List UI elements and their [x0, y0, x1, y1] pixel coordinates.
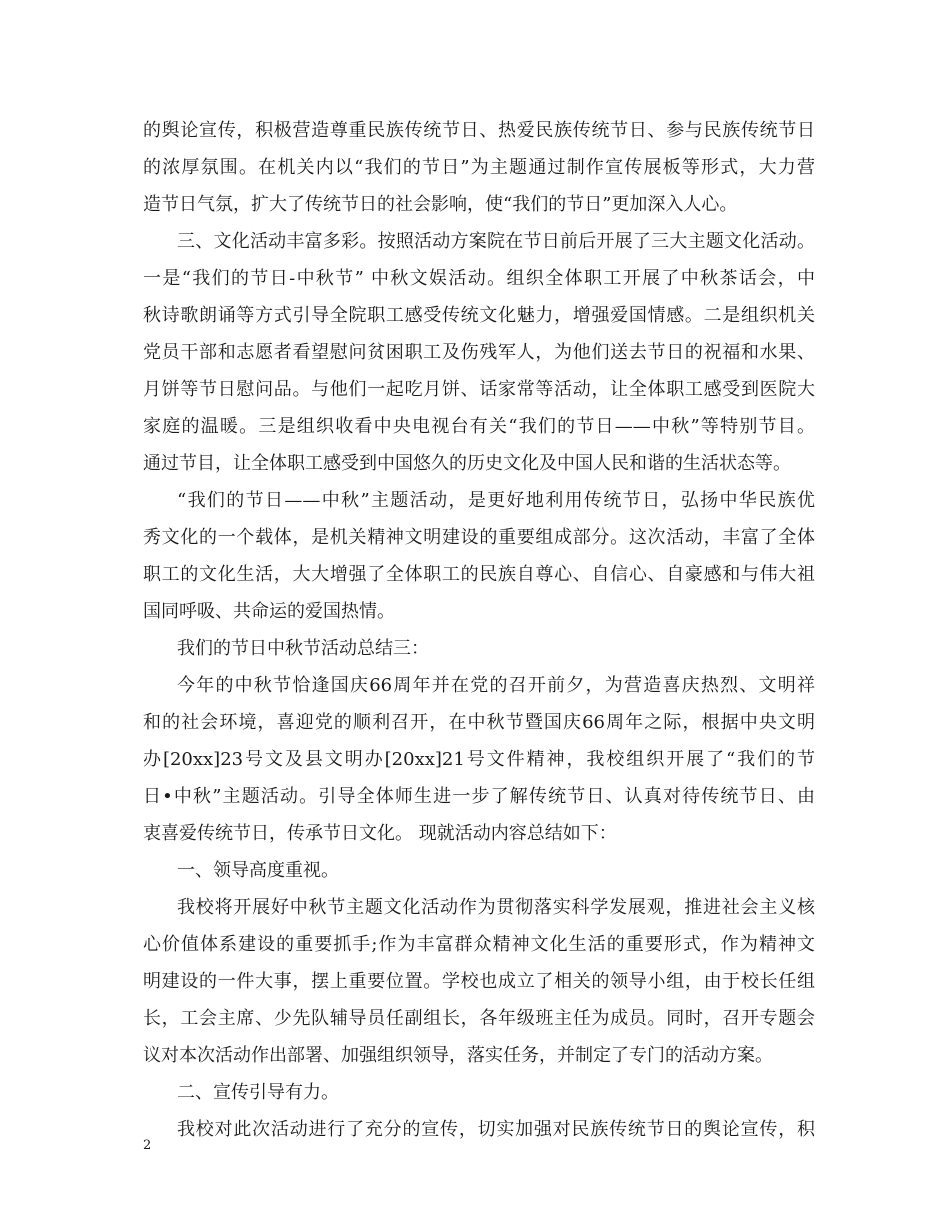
document-body [143, 112, 815, 1148]
text-line: 一是“我们的节日-中秋节” 中秋文娱活动。组织全体职工开展了中秋茶话会，中 [143, 268, 815, 289]
text-line: 的浓厚氛围。在机关内以“我们的节日”为主题通过制作宣传展板等形式，大力营 [143, 157, 815, 178]
text-line: 家庭的温暖。三是组织收看中央电视台有关“我们的节日——中秋”等特别节目。 [143, 416, 815, 437]
text-line: 办[20xx]23号文及县文明办[20xx]21号文件精神，我校组织开展了“我们的节 [143, 749, 815, 770]
text-line: 议对本次活动作出部署、加强组织领导，落实任务，并制定了专门的活动方案。 [143, 1045, 773, 1066]
text-line: 职工的文化生活，大大增强了全体职工的民族自尊心、自信心、自豪感和与伟大祖 [143, 564, 815, 585]
text-line: 的舆论宣传，积极营造尊重民族传统节日、热爱民族传统节日、参与民族传统节日 [143, 120, 815, 141]
text-line: 国同呼吸、共命运的爱国热情。 [143, 601, 395, 622]
text-line: 造节日气氛，扩大了传统节日的社会影响，使“我们的节日”更加深入人心。 [143, 194, 738, 215]
section-heading: 一、领导高度重视。 [177, 860, 339, 881]
section-heading: 二、宣传引导有力。 [177, 1082, 339, 1103]
text-line: 党员干部和志愿者看望慰问贫困职工及伤残军人，为他们送去节日的祝福和水果、 [143, 342, 815, 363]
text-line: 衷喜爱传统节日，传承节日文化。 现就活动内容总结如下： [143, 823, 617, 844]
text-line: 三、文化活动丰富多彩。按照活动方案院在节日前后开展了三大主题文化活动。 [177, 231, 815, 252]
page-number: 2 [143, 1138, 152, 1153]
text-line: 明建设的一件大事，摆上重要位置。学校也成立了相关的领导小组，由于校长任组 [143, 971, 815, 992]
section-heading: 我们的节日中秋节活动总结三： [177, 638, 429, 659]
text-line: “我们的节日——中秋”主题活动，是更好地利用传统节日，弘扬中华民族优 [177, 490, 815, 511]
text-line: 和的社会环境，喜迎党的顺利召开，在中秋节暨国庆66周年之际，根据中央文明 [143, 712, 815, 733]
text-line: 秀文化的一个载体，是机关精神文明建设的重要组成部分。这次活动，丰富了全体 [143, 527, 815, 548]
text-line: 通过节目，让全体职工感受到中国悠久的历史文化及中国人民和谐的生活状态等。 [143, 453, 791, 474]
text-line: 日•中秋”主题活动。引导全体师生进一步了解传统节日、认真对待传统节日、由 [143, 786, 815, 807]
text-line: 今年的中秋节恰逢国庆66周年并在党的召开前夕，为营造喜庆热烈、文明祥 [177, 675, 815, 696]
text-line: 长，工会主席、少先队辅导员任副组长，各年级班主任为成员。同时，召开专题会 [143, 1008, 815, 1029]
text-line: 心价值体系建设的重要抓手;作为丰富群众精神文化生活的重要形式，作为精神文 [143, 934, 815, 955]
text-line: 我校将开展好中秋节主题文化活动作为贯彻落实科学发展观，推进社会主义核 [177, 897, 815, 918]
text-line: 月饼等节日慰问品。与他们一起吃月饼、话家常等活动，让全体职工感受到医院大 [143, 379, 815, 400]
text-line: 我校对此次活动进行了充分的宣传，切实加强对民族传统节日的舆论宣传，积 [177, 1119, 815, 1140]
text-line: 秋诗歌朗诵等方式引导全院职工感受传统文化魅力，增强爱国情感。二是组织机关 [143, 305, 815, 326]
